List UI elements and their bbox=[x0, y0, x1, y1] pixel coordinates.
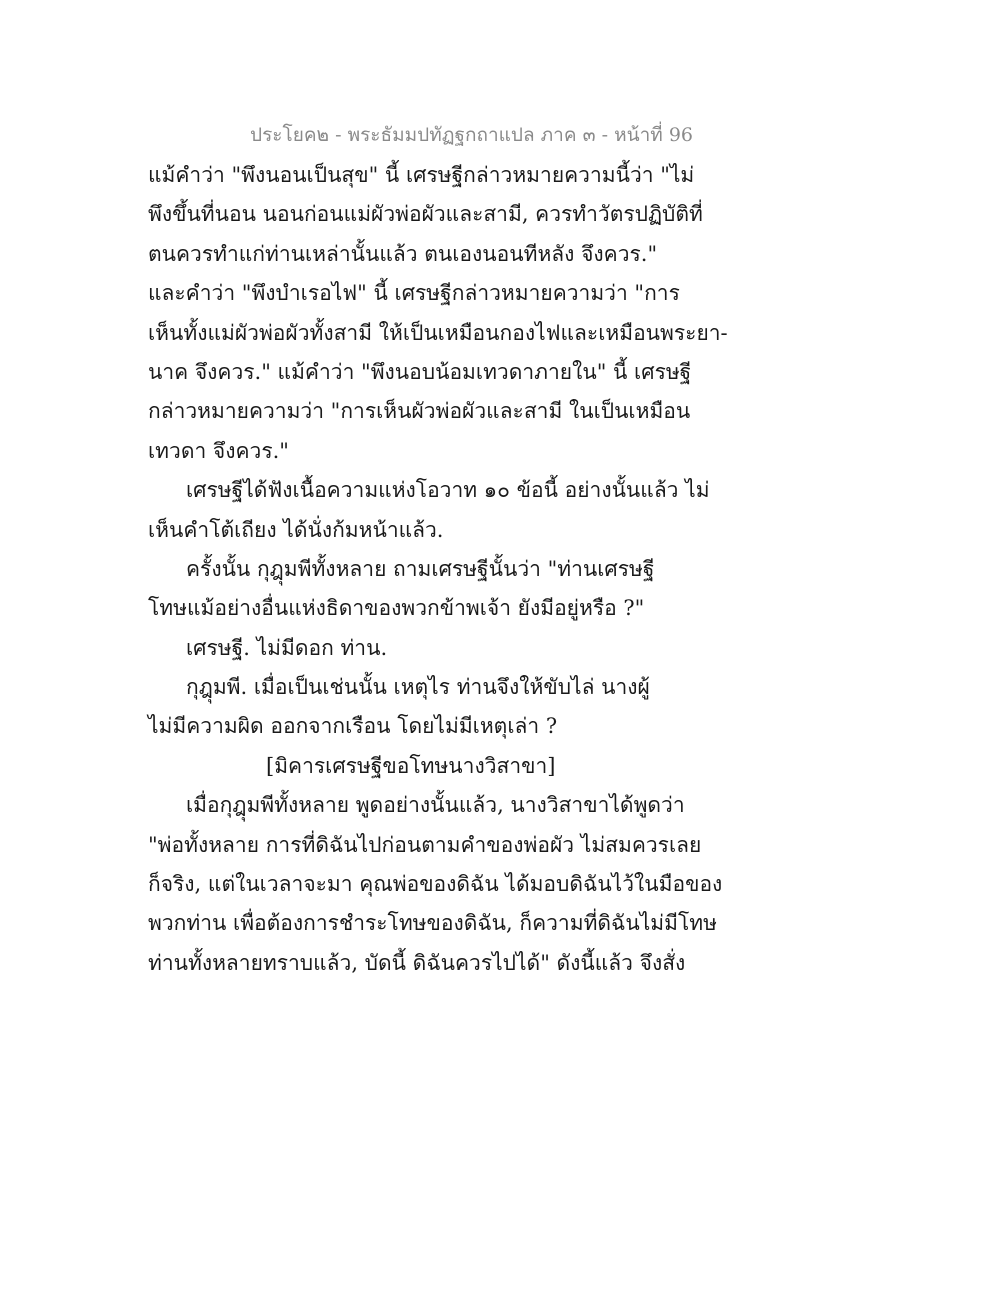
text-line: โทษแม้อย่างอื่นแห่งธิดาของพวกข้าพเจ้า ยังมีอยู่หรือ ?" bbox=[148, 596, 645, 621]
paragraph-start-line: เมื่อกุฎุมพีทั้งหลาย พูดอย่างนั้นแล้ว, นางวิสาขาได้พูดว่า bbox=[186, 793, 685, 818]
text-line: และคำว่า "พึงบำเรอไฟ" นี้ เศรษฐีกล่าวหมายความว่า "การ bbox=[148, 281, 680, 306]
text-line: เห็นคำโต้เถียง ได้นั่งก้มหน้าแล้ว. bbox=[148, 517, 444, 542]
text-line: ตนควรทำแก่ท่านเหล่านั้นแล้ว ตนเองนอนทีหลัง จึงควร." bbox=[148, 241, 658, 266]
paragraph-start-line: ครั้งนั้น กุฎุมพีทั้งหลาย ถามเศรษฐีนั้นว่า "ท่านเศรษฐี bbox=[186, 556, 655, 581]
text-line: แม้คำว่า "พึงนอนเป็นสุข" นี้ เศรษฐีกล่าวหมายความนี้ว่า "ไม่ bbox=[148, 163, 695, 187]
text-line: พึงขึ้นที่นอน นอนก่อนแม่ผัวพ่อผัวและสามี, ควรทำวัตรปฏิบัติที่ bbox=[148, 202, 703, 227]
body-text bbox=[148, 156, 728, 983]
text-line: นาค จึงควร." แม้คำว่า "พึงนอบน้อมเทวดาภายใน" นี้ เศรษฐี bbox=[148, 359, 692, 384]
text-line: ท่านทั้งหลายทราบแล้ว, บัดนี้ ดิฉันควรไปได้" ดังนี้แล้ว จึงสั่ง bbox=[148, 950, 686, 975]
paragraph-start-line: เศรษฐีได้ฟังเนื้อความแห่งโอวาท ๑๐ ข้อนี้ อย่างนั้นแล้ว ไม่ bbox=[186, 478, 710, 503]
text-line: กล่าวหมายความว่า "การเห็นผัวพ่อผัวและสามี ในเป็นเหมือน bbox=[148, 399, 691, 424]
text-line: เห็นทั้งแม่ผัวพ่อผัวทั้งสามี ให้เป็นเหมือนกองไฟและเหมือนพระยา- bbox=[148, 320, 728, 345]
text-line: พวกท่าน เพื่อต้องการชำระโทษของดิฉัน, ก็ความที่ดิฉันไม่มีโทษ bbox=[148, 911, 717, 936]
text-line: ไม่มีความผิด ออกจากเรือน โดยไม่มีเหตุเล่า ? bbox=[148, 714, 558, 739]
text-line: ก็จริง, แต่ในเวลาจะมา คุณพ่อของดิฉัน ได้มอบดิฉันไว้ในมือของ bbox=[148, 872, 723, 897]
section-heading: [มิคารเศรษฐีขอโทษนางวิสาขา] bbox=[266, 753, 556, 778]
text-line: เทวดา จึงควร." bbox=[148, 438, 289, 463]
paragraph-start-line: เศรษฐี. ไม่มีดอก ท่าน. bbox=[186, 635, 388, 660]
text-line: "พ่อทั้งหลาย การที่ดิฉันไปก่อนตามคำของพ่อผัว ไม่สมควรเลย bbox=[148, 832, 702, 857]
running-header: ประโยค๒ - พระธัมมปทัฏฐกถาแปล ภาค ๓ - หน้าที่ 96 bbox=[250, 124, 693, 146]
paragraph-start-line: กุฎุมพี. เมื่อเป็นเช่นนั้น เหตุไร ท่านจึงให้ขับไล่ นางผู้ bbox=[186, 675, 650, 700]
